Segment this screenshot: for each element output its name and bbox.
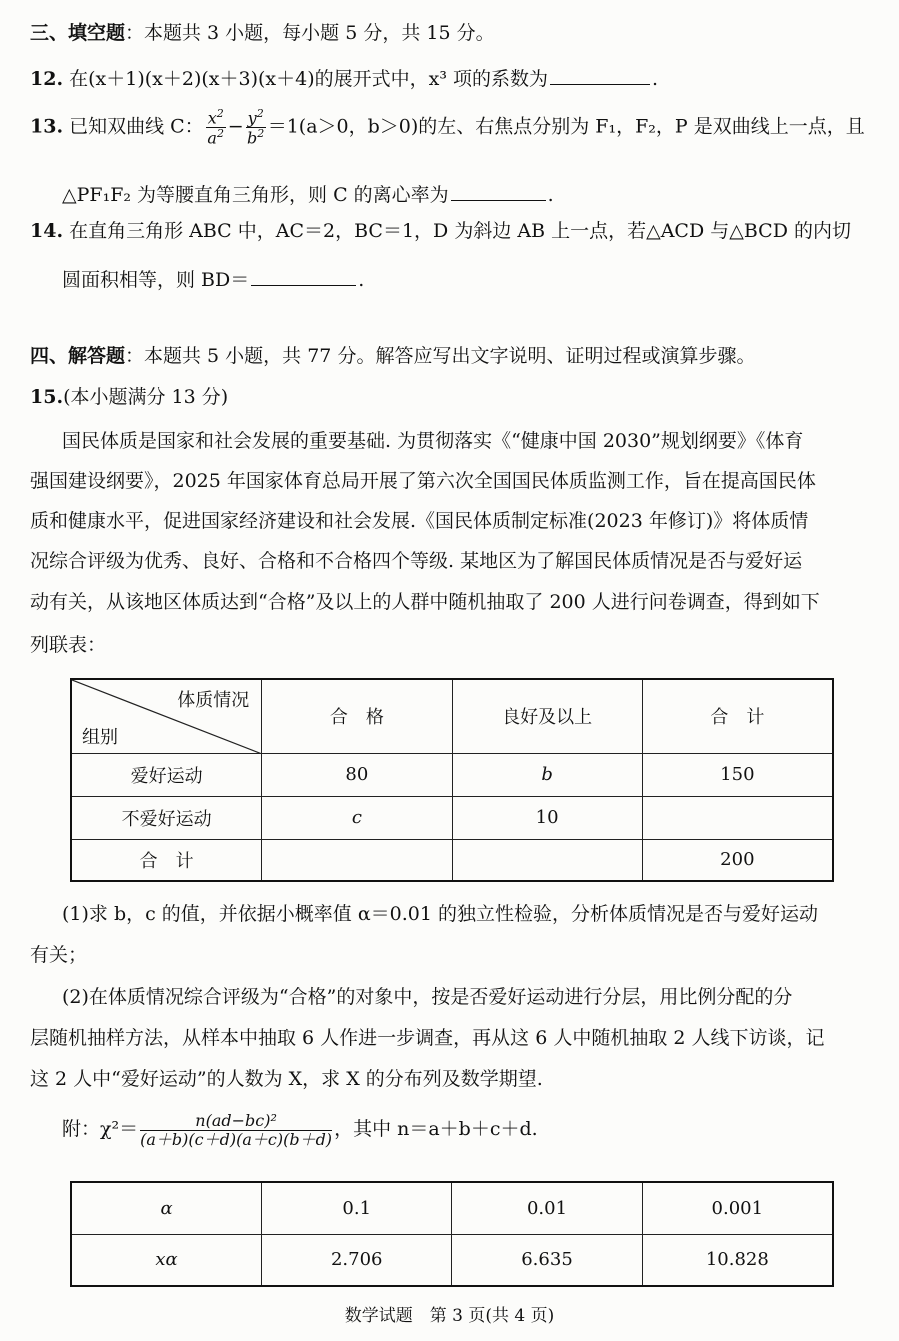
appendix-formula: [62, 1112, 538, 1148]
q15-para-line: 强国建设纲要》，2025 年国家体育总局开展了第六次全国国民体质监测工作，旨在提高国民体: [30, 470, 816, 492]
q15-note: (本小题满分 13 分): [63, 386, 229, 408]
question-14-line2: [62, 265, 364, 292]
table-cell: 10.828: [642, 1234, 833, 1286]
table-cell: [262, 839, 452, 881]
table-cell: 2.706: [262, 1234, 452, 1286]
section3-heading-line: [30, 22, 495, 45]
table-cell: 不爱好运动: [71, 796, 262, 839]
q13-pre: 已知双曲线 C：: [69, 115, 204, 138]
q14-line1: 在直角三角形 ABC 中，AC＝2，BC＝1，D 为斜边 AB 上一点，若△ACD 与△BCD 的内切: [69, 220, 851, 242]
table-cell: 0.1: [262, 1182, 452, 1234]
table-cell: 150: [642, 753, 833, 796]
q13-frac-x: $\frac{x^2}{a^2}$: [207, 107, 224, 148]
q12-answer-blank: [550, 64, 650, 85]
table-header: 良好及以上: [452, 679, 642, 753]
q13-number: 13.: [30, 115, 64, 138]
table-cell: [642, 796, 833, 839]
chi-square-fraction: [140, 1112, 332, 1148]
q12-number: 12.: [30, 68, 64, 90]
part2-line: (2)在体质情况综合评级为“合格”的对象中，按是否爱好运动进行分层，用比例分配的分: [62, 986, 793, 1008]
q15-para-line: 列联表：: [30, 634, 107, 656]
section3-heading: 三、填空题: [30, 22, 126, 44]
table-row: [71, 1234, 833, 1286]
q12-end: .: [652, 68, 659, 90]
q13-frac-y: $\frac{y^2}{b^2}$: [247, 107, 265, 148]
table-cell: b: [452, 753, 642, 796]
page-footer: 数学试题 第 3 页(共 4 页): [344, 1306, 555, 1326]
table-row: [71, 753, 833, 796]
appendix-suffix: ，其中 n＝a＋b＋c＋d.: [334, 1118, 538, 1141]
q14-answer-blank: [251, 265, 356, 286]
contingency-table: [70, 678, 834, 882]
part2-line: 这 2 人中“爱好运动”的人数为 X，求 X 的分布列及数学期望.: [30, 1068, 543, 1090]
table-header: 合 计: [642, 679, 833, 753]
part1-line: 有关；: [30, 944, 88, 966]
table-cell: α: [71, 1182, 262, 1234]
q14-end: .: [358, 269, 365, 291]
table-row: [71, 839, 833, 881]
corner-bottom-label: 组别: [82, 726, 118, 748]
corner-top-label: 体质情况: [177, 690, 250, 711]
q15-number: 15.: [30, 386, 64, 408]
q13-end: .: [547, 184, 554, 206]
critical-value-table: [70, 1181, 834, 1287]
table-cell: [452, 839, 642, 881]
table-cell: 0.01: [452, 1182, 642, 1234]
part2-line: 层随机抽样方法，从样本中抽取 6 人作进一步调查，再从这 6 人中随机抽取 2 人线下访谈，记: [30, 1027, 825, 1049]
question-14-line1: [30, 220, 851, 243]
question-13-line2: [62, 180, 554, 207]
q15-para-line: 国民体质是国家和社会发展的重要基础. 为贯彻落实《“健康中国 2030”规划纲要》《体育: [62, 430, 804, 452]
section4-heading: 四、解答题: [30, 345, 126, 367]
table-cell: 爱好运动: [71, 753, 262, 796]
question-12: [30, 64, 658, 91]
question-13-line1: 13. 已知双曲线 C： $\frac{x^2}{a^2}$ − $\frac{y^2}{b^2}$ ＝1(a＞0，b＞0)的左、右焦点分别为 F₁，F₂，P 是双曲线上一点，且: [30, 107, 865, 148]
table-cell: 0.001: [642, 1182, 833, 1234]
table-corner-cell: [71, 679, 262, 753]
q14-number: 14.: [30, 220, 64, 242]
section3-intro: ：本题共 3 小题，每小题 5 分，共 15 分。: [125, 22, 495, 44]
table-cell: 合 计: [71, 839, 262, 881]
part1-line: (1)求 b，c 的值，并依据小概率值 α＝0.01 的独立性检验，分析体质情况是否与爱好运动: [62, 903, 819, 925]
table-cell: 6.635: [452, 1234, 642, 1286]
q15-para-line: 质和健康水平，促进国家经济建设和社会发展.《国民体质制定标准(2023 年修订)》将体质情: [30, 510, 809, 532]
q15-para-line: 况综合评级为优秀、良好、合格和不合格四个等级. 某地区为了解国民体质情况是否与爱好运: [30, 550, 803, 572]
table-row: [71, 796, 833, 839]
section4-heading-line: [30, 345, 755, 368]
table-cell: xα: [71, 1234, 262, 1286]
q13-answer-blank: [451, 180, 546, 201]
table-row: [71, 1182, 833, 1234]
table-cell: 200: [642, 839, 833, 881]
q12-text: 在(x＋1)(x＋2)(x＋3)(x＋4)的展开式中，x³ 项的系数为: [69, 68, 548, 90]
section4-intro: ：本题共 5 小题，共 77 分。解答应写出文字说明、证明过程或演算步骤。: [125, 345, 756, 367]
q13-line2: △PF₁F₂ 为等腰直角三角形，则 C 的离心率为: [62, 184, 449, 206]
table-cell: c: [262, 796, 452, 839]
appendix-prefix: 附：χ²＝: [62, 1118, 139, 1141]
question-15-header: [30, 386, 228, 409]
q14-line2: 圆面积相等，则 BD＝: [62, 269, 250, 291]
table-cell: 80: [262, 753, 452, 796]
table-cell: 10: [452, 796, 642, 839]
table-header: 合 格: [262, 679, 452, 753]
formula-denominator: (a＋b)(c＋d)(a＋c)(b＋d): [140, 1129, 333, 1149]
formula-numerator: n(ad−bc)²: [140, 1112, 332, 1131]
q15-para-line: 动有关，从该地区体质达到“合格”及以上的人群中随机抽取了 200 人进行问卷调查，得到如下: [30, 591, 820, 613]
q13-mid: ＝1(a＞0，b＞0)的左、右焦点分别为 F₁，F₂，P 是双曲线上一点，且: [267, 115, 865, 138]
